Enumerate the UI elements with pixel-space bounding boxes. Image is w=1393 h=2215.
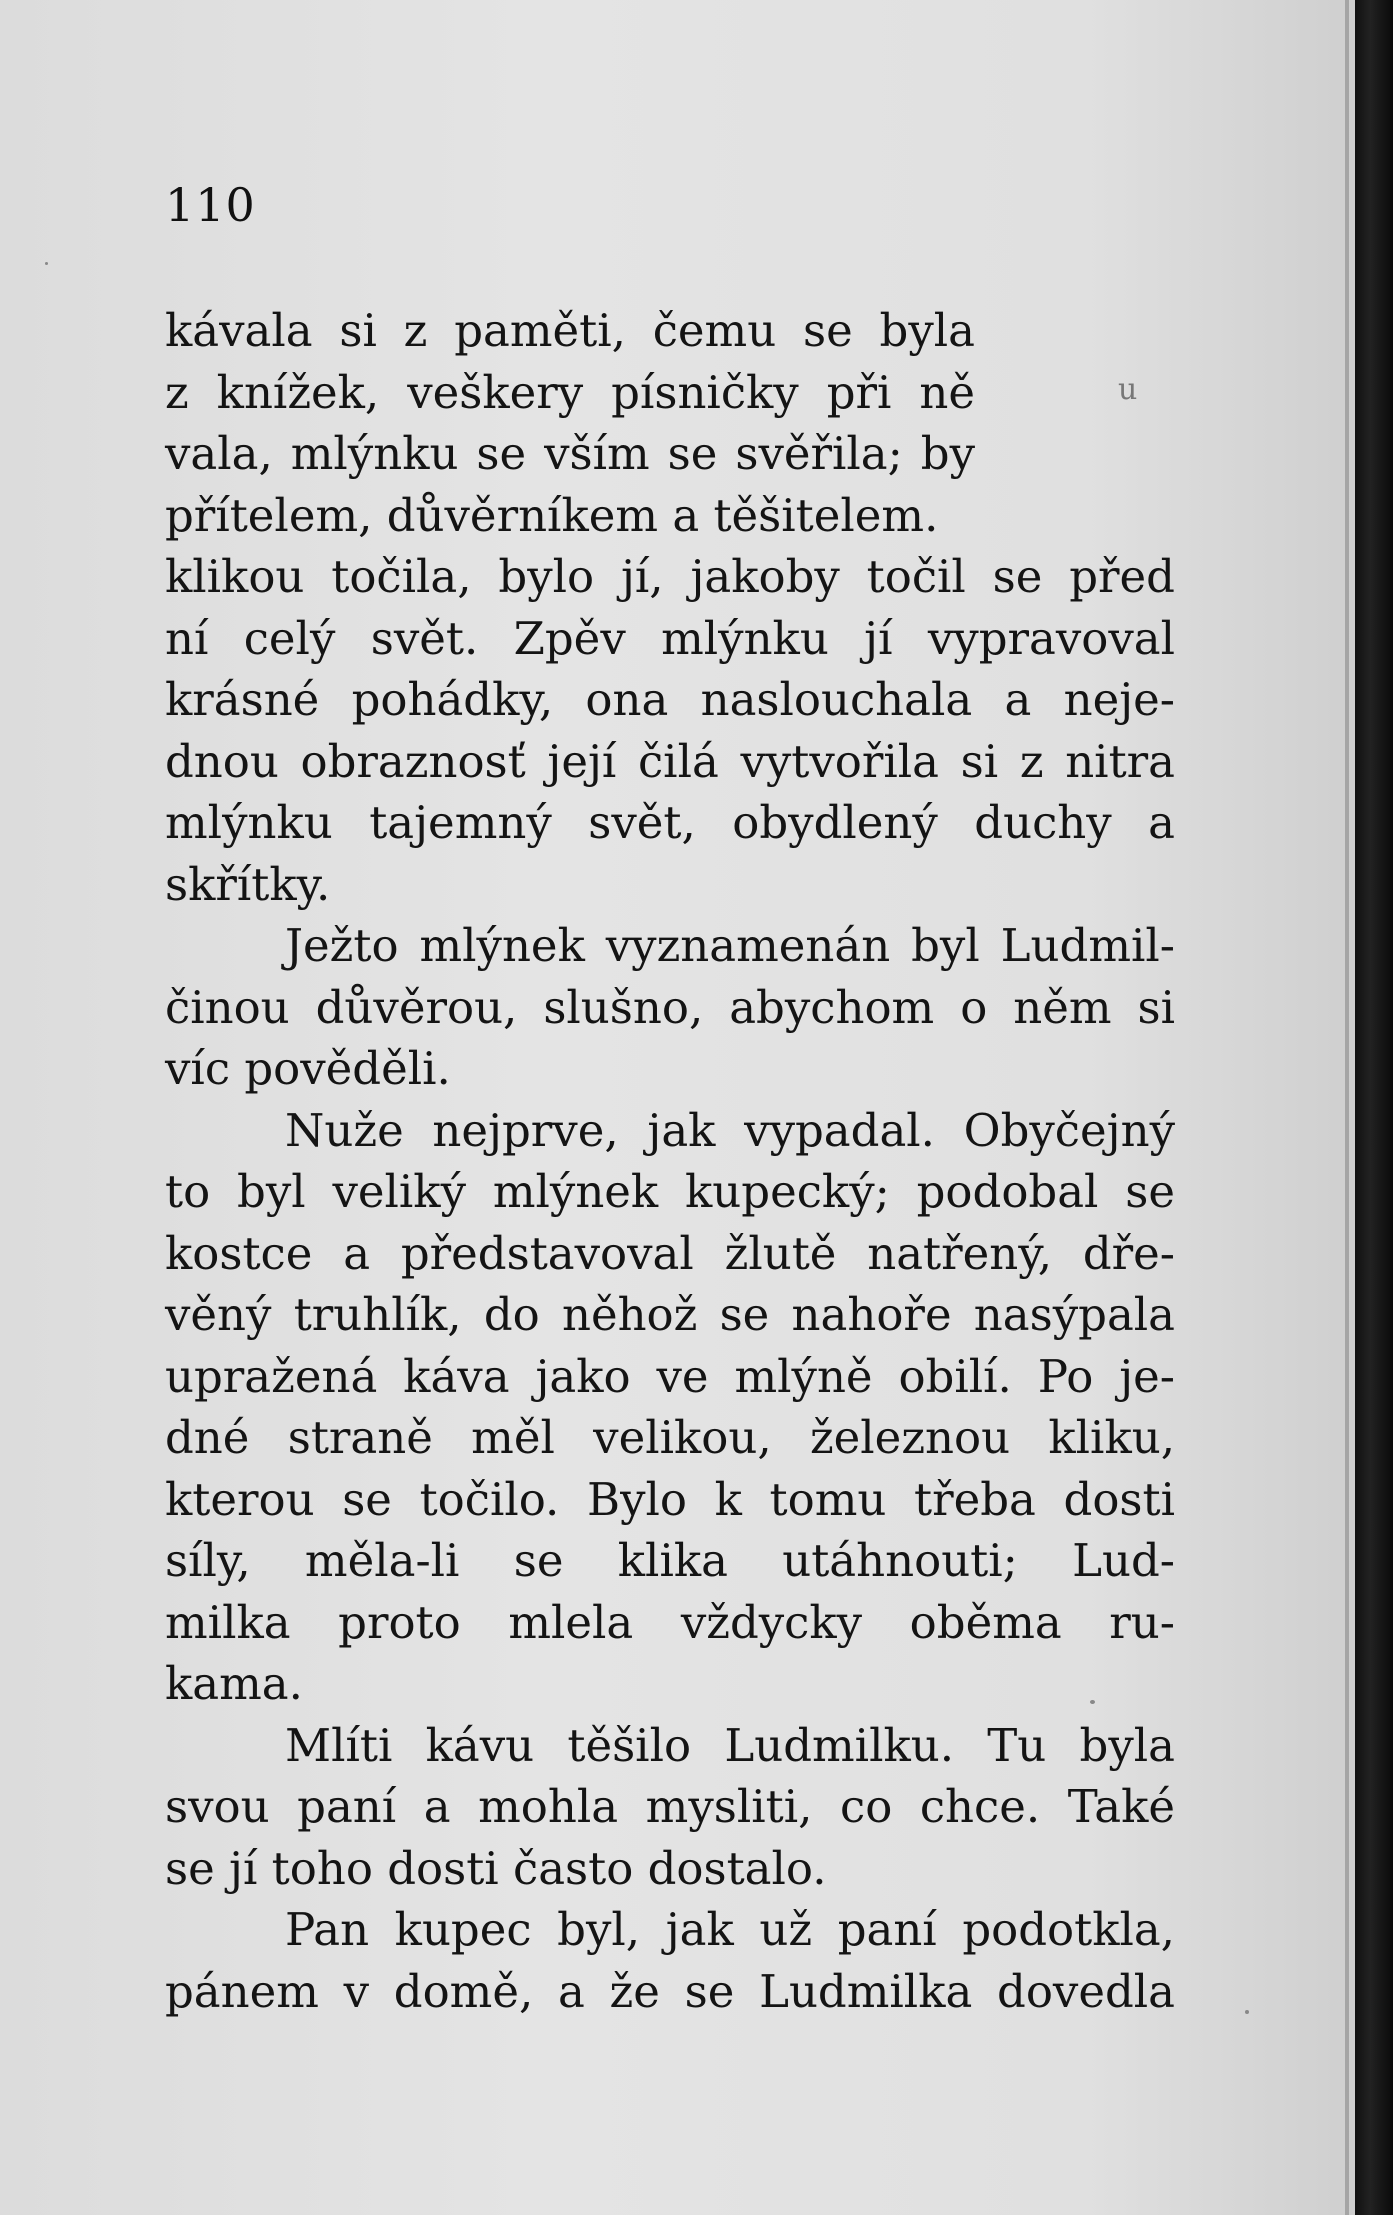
text-line: činou důvěrou, slušno, abychom o něm si: [165, 980, 1175, 1034]
text-line: klikou točila, bylo jí, jakoby točil se před: [165, 550, 1175, 603]
text-line: Mlíti kávu těšilo Ludmilku. Tu byla: [285, 1718, 1175, 1772]
text-line: milka proto mlela vždycky oběma ru-: [165, 1595, 1175, 1649]
text-line: mlýnku tajemný svět, obydlený duchy a: [165, 796, 1175, 849]
text-line: věný truhlík, do něhož se nahoře nasýpala: [165, 1288, 1175, 1341]
text-line: vala, mlýnku se vším se svěřila; by: [165, 427, 975, 480]
text-line: z knížek, veškery písničky při ně: [165, 365, 975, 419]
text-line: Pan kupec byl, jak už paní podotkla,: [285, 1903, 1175, 1956]
text-line: krásné pohádky, ona naslouchala a neje-: [165, 673, 1175, 726]
text-line: pánem v domě, a že se Ludmilka dovedla: [165, 1964, 1175, 2018]
text-line: to byl veliký mlýnek kupecký; podobal se: [165, 1165, 1175, 1218]
page-gutter-shadow: [1345, 0, 1349, 2215]
text-line: přítelem, důvěrníkem a těšitelem.: [165, 488, 939, 542]
text-line: dné straně měl velikou, železnou kliku,: [165, 1411, 1175, 1464]
page-number: 110: [165, 178, 256, 232]
book-spine: [1355, 0, 1393, 2215]
text-line: dnou obraznosť její čilá vytvořila si z nitra: [165, 734, 1175, 788]
margin-mark: u: [1118, 372, 1138, 407]
text-line: víc pověděli.: [165, 1042, 451, 1095]
text-line: upražená káva jako ve mlýně obilí. Po je-: [165, 1349, 1175, 1403]
text-line: kama.: [165, 1657, 303, 1710]
text-line: kostce a představoval žlutě natřený, dře-: [165, 1226, 1175, 1280]
text-line: svou paní a mohla mysliti, co chce. Také: [165, 1780, 1175, 1833]
text-line: kterou se točilo. Bylo k tomu třeba dosti: [165, 1472, 1175, 1526]
text-line: Nuže nejprve, jak vypadal. Obyčejný: [285, 1103, 1175, 1157]
text-line: Ježto mlýnek vyznamenán byl Ludmil-: [285, 919, 1175, 972]
paper-speck: [45, 262, 48, 265]
text-line: síly, měla-li se klika utáhnouti; Lud-: [165, 1534, 1175, 1587]
text-line: ní celý svět. Zpěv mlýnku jí vypravoval: [165, 611, 1175, 665]
text-line: kávala si z paměti, čemu se byla: [165, 304, 975, 357]
text-line: skřítky.: [165, 857, 331, 911]
paper-speck: [1090, 1700, 1095, 1704]
body-text: [165, 300, 1175, 2022]
paper-speck: [1245, 2010, 1249, 2014]
text-line: se jí toho dosti často dostalo.: [165, 1841, 827, 1895]
